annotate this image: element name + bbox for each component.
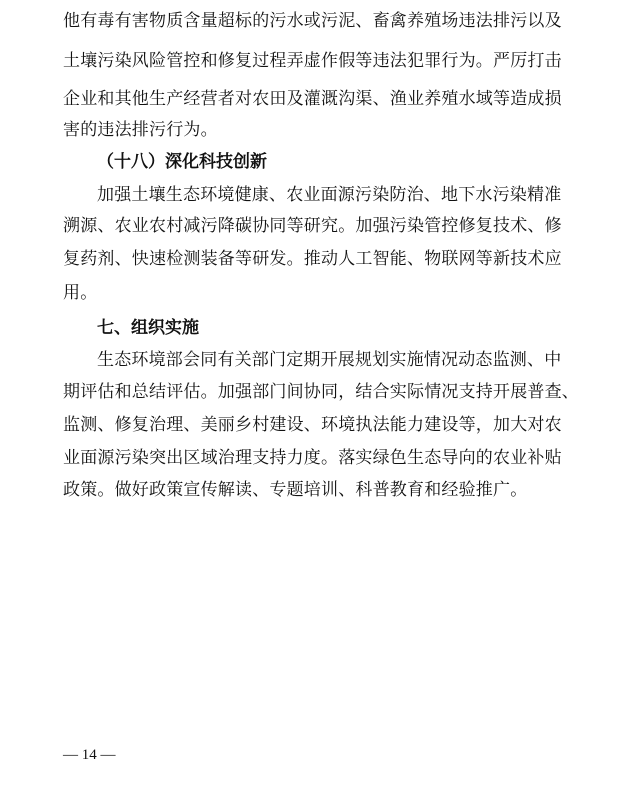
body-text-line: 复药剂、快速检测装备等研发。推动人工智能、物联网等新技术应 xyxy=(63,249,562,269)
body-text-line: 业面源污染突出区域治理支持力度。落实绿色生态导向的农业补贴 xyxy=(63,448,562,468)
page-number: — 14 — xyxy=(63,747,116,763)
body-text-line: 溯源、农业农村减污降碳协同等研究。加强污染管控修复技术、修 xyxy=(63,216,562,236)
section-heading-7: 七、组织实施 xyxy=(97,318,199,338)
body-text-line: 土壤污染风险管控和修复过程弄虚作假等违法犯罪行为。严厉打击 xyxy=(63,51,562,71)
section-heading-18: （十八）深化科技创新 xyxy=(97,152,267,172)
body-text-line: 政策。做好政策宣传解读、专题培训、科普教育和经验推广。 xyxy=(63,480,528,500)
body-text-line: 企业和其他生产经营者对农田及灌溉沟渠、渔业养殖水域等造成损 xyxy=(63,89,562,109)
body-text-line: 监测、修复治理、美丽乡村建设、环境执法能力建设等，加大对农 xyxy=(63,415,562,435)
body-text-line: 加强土壤生态环境健康、农业面源污染防治、地下水污染精准 xyxy=(97,185,562,205)
body-text-line: 害的违法排污行为。 xyxy=(63,120,218,140)
body-text-line: 他有毒有害物质含量超标的污水或污泥、畜禽养殖场违法排污以及 xyxy=(63,11,562,31)
body-text-line: 期评估和总结评估。加强部门间协同，结合实际情况支持开展普查、 xyxy=(63,382,579,402)
body-text-line: 生态环境部会同有关部门定期开展规划实施情况动态监测、中 xyxy=(97,350,562,370)
body-text-line: 用。 xyxy=(63,283,98,303)
